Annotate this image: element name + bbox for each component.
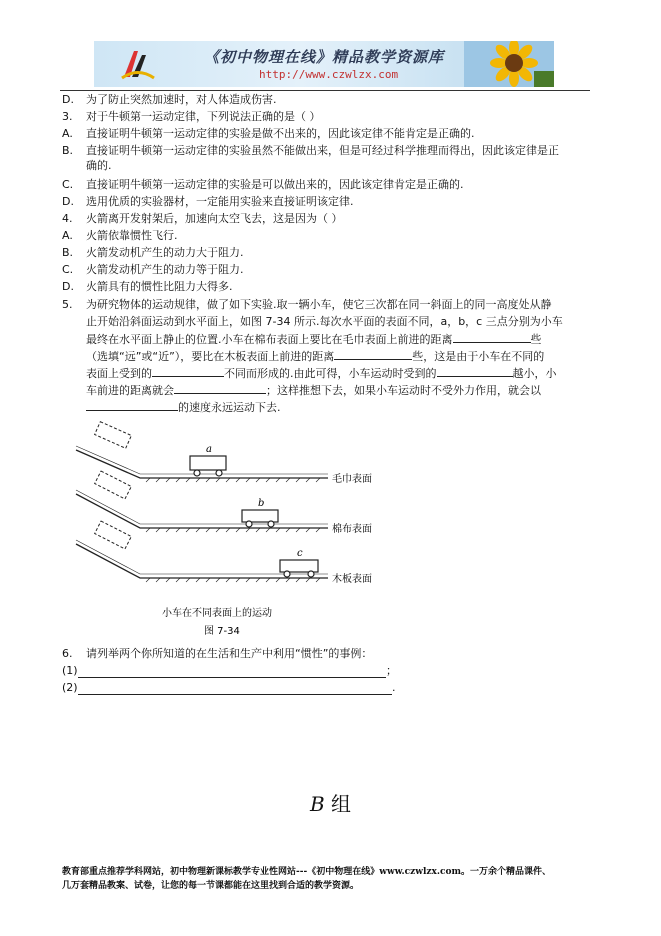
q6-stem	[62, 646, 372, 661]
q3-option-d	[62, 194, 354, 209]
option-text: 火箭发动机产生的动力等于阻力.	[86, 263, 244, 276]
q5-line-6	[86, 382, 541, 398]
question-text: 为研究物体的运动规律，做了如下实验.取一辆小车，使它三次都在同一斜面上的同一高度处从静	[86, 298, 552, 311]
site-logo-icon	[120, 47, 156, 81]
section-letter: B	[309, 792, 325, 816]
section-heading	[0, 788, 661, 817]
header-banner	[94, 41, 554, 87]
q5-line-1	[62, 297, 552, 312]
q5-line-2: 止开始沿斜面运动到水平面上，如图 7-34 所示.每次水平面的表面不同，a，b，c 三点分别为小车	[86, 315, 563, 328]
answer-blank-5[interactable]	[174, 382, 266, 394]
question-text: （选填“远”或“近”），要比在木板表面上前进的距离	[86, 350, 335, 363]
question-text: 的速度永远运动下去.	[178, 401, 281, 414]
option-label: A.	[62, 229, 73, 242]
q6-answer-line-1[interactable]	[78, 677, 386, 678]
option-text: 为了防止突然加速时，对人体造成伤害.	[86, 93, 277, 106]
answer-blank-1[interactable]	[453, 331, 531, 343]
question-text: 火箭离开发射架后，加速向太空飞去，这是因为（ ）	[86, 212, 343, 225]
option-text: 火箭具有的惯性比阻力大得多.	[86, 280, 233, 293]
answer-blank-3[interactable]	[152, 365, 224, 377]
question-text: 越小，小	[512, 367, 557, 380]
question-text: 些，这是由于小车在不同的	[412, 350, 545, 363]
answer-blank-4[interactable]	[437, 365, 513, 377]
towel-surface-label: 毛巾表面	[332, 474, 372, 485]
q5-line-5	[86, 365, 557, 381]
option-text: 直接证明牛顿第一运动定律的实验是可以做出来的，因此该定律肯定是正确的.	[86, 178, 464, 191]
item-number: (2)	[62, 681, 78, 694]
option-label: C.	[62, 263, 74, 276]
question-text: 表面上受到的	[86, 367, 152, 380]
q5-line-3	[86, 331, 542, 347]
section-text: 组	[324, 792, 352, 816]
q6-item-2	[62, 680, 78, 695]
q4-option-b	[62, 245, 244, 260]
question-text: 最终在水平面上静止的位置.小车在棉布表面上要比在毛巾表面上前进的距离	[86, 333, 453, 346]
question-text: 不同而形成的.由此可得，小车运动时受到的	[224, 367, 437, 380]
point-a-label: a	[206, 444, 212, 455]
q3-option-c	[62, 177, 464, 192]
question-text: 车前进的距离就会	[86, 384, 174, 397]
q5-line-4	[86, 348, 544, 364]
option-text: 选用优质的实验器材，一定能用实验来直接证明该定律.	[86, 195, 354, 208]
footer-line-1: 教育部重点推荐学科网站，初中物理新课标教学专业性网站---《初中物理在线》www.czwlzx.com。一万余个精品课件、	[62, 867, 552, 877]
q6-item-1-end: ；	[386, 664, 397, 677]
q3-option-b	[62, 143, 559, 158]
sunflower-icon	[464, 41, 554, 87]
wood-surface-label: 木板表面	[332, 574, 372, 585]
item-number: (1)	[62, 664, 78, 677]
option-text: 直接证明牛顿第一运动定律的实验是做不出来的，因此该定律不能肯定是正确的.	[86, 127, 475, 140]
figure-number: 图 7-34	[204, 626, 240, 637]
option-label: C.	[62, 178, 74, 191]
option-label: D.	[62, 280, 74, 293]
question-text: 些	[530, 333, 542, 346]
q4-option-d	[62, 279, 233, 294]
question-number: 6.	[62, 647, 73, 660]
banner-url[interactable]: http://www.czwlzx.com	[259, 68, 399, 81]
question-text: ；这样推想下去，如果小车运动时不受外力作用，就会以	[266, 384, 541, 397]
q4-option-c	[62, 262, 244, 277]
q6-answer-line-2[interactable]	[78, 694, 392, 695]
option-label: B.	[62, 144, 74, 157]
q4-stem	[62, 211, 343, 226]
option-label: D.	[62, 195, 74, 208]
answer-blank-2[interactable]	[334, 348, 412, 360]
question-number: 4.	[62, 212, 73, 225]
figure-7-34	[70, 420, 400, 640]
footer-line-2: 几万套精品教案、试卷，让您的每一节课都能在这里找到合适的教学资源。	[62, 881, 360, 891]
banner-title: 《初中物理在线》精品教学资源库	[204, 48, 445, 66]
q3-option-b-cont: 确的.	[86, 159, 112, 172]
point-b-label: b	[258, 498, 265, 509]
option-text: 直接证明牛顿第一运动定律的实验虽然不能做出来，但是可经过科学推理而得出，因此该定律是正	[86, 144, 559, 157]
point-c-label: c	[297, 548, 303, 559]
option-label: D.	[62, 93, 74, 106]
question-number: 3.	[62, 110, 73, 123]
q6-item-1	[62, 663, 78, 678]
q5-line-7	[86, 399, 281, 415]
q4-option-a	[62, 228, 178, 243]
option-text: 火箭依靠惯性飞行.	[86, 229, 178, 242]
header-rule	[60, 90, 590, 91]
question-text: 对于牛顿第一运动定律，下列说法正确的是（ ）	[86, 110, 321, 123]
option-label: B.	[62, 246, 74, 259]
question-number: 5.	[62, 298, 73, 311]
question-text: 请列举两个你所知道的在生活和生产中利用“惯性”的事例：	[86, 647, 373, 660]
answer-blank-6[interactable]	[86, 399, 178, 411]
cotton-surface-label: 棉布表面	[332, 524, 372, 535]
q3-option-a	[62, 126, 475, 141]
option-text: 火箭发动机产生的动力大于阻力.	[86, 246, 244, 259]
q6-item-2-end: .	[392, 681, 396, 694]
q2-option-d	[62, 92, 277, 107]
figure-caption: 小车在不同表面上的运动	[162, 608, 272, 619]
option-label: A.	[62, 127, 73, 140]
q3-stem	[62, 109, 321, 124]
